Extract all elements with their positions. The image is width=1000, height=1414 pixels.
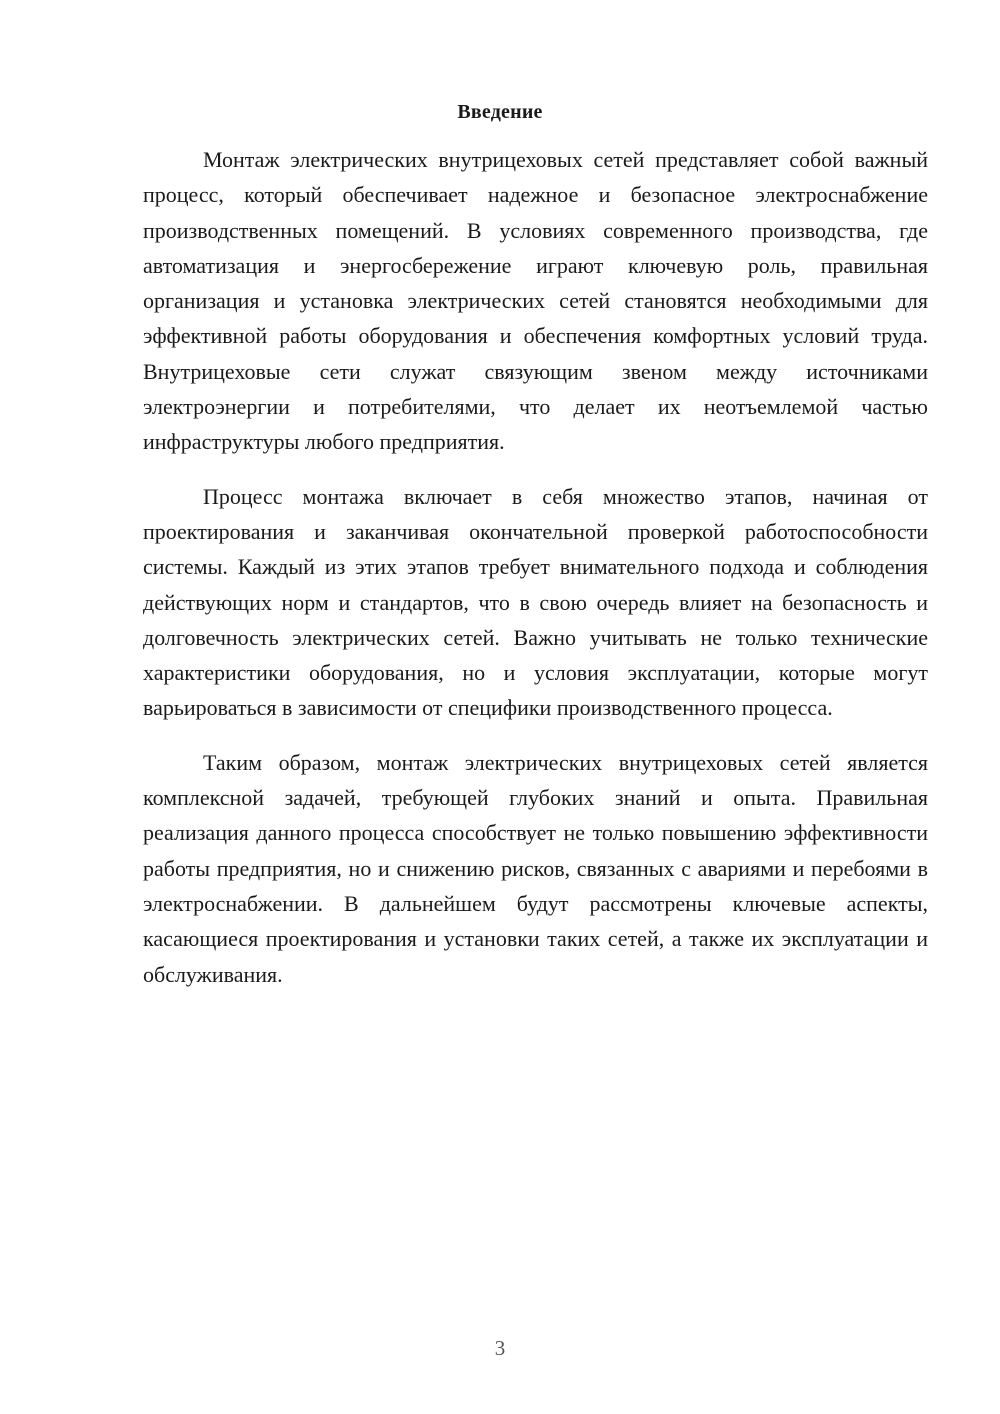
- body-text: [143, 142, 928, 1011]
- paragraph-3: Таким образом, монтаж электрических внутрицеховых сетей является комплексной задачей, требующей глубоких знаний и опыта. Правильная реализация данного процесса способствует не только повышению эффективности работы предприятия, но и снижению рисков, связанных с авариями и перебоями в электроснабжении. В дальнейшем будут рассмотрены ключевые аспекты, касающиеся проектирования и установки таких сетей, а также их эксплуатации и обслуживания.: [143, 749, 928, 987]
- paragraph-1: Монтаж электрических внутрицеховых сетей представляет собой важный процесс, который обеспечивает надежное и безопасное электроснабжение производственных помещений. В условиях современного производства, где автоматизация и энергосбережение играют ключевую роль, правильная организация и установка электрических сетей становятся необходимыми для эффективной работы оборудования и обеспечения комфортных условий труда. Внутрицеховые сети служат связующим звеном между источниками электроэнергии и потребителями, что делает их неотъемлемой частью инфраструктуры любого предприятия.: [143, 147, 928, 455]
- paragraph-2: Процесс монтажа включает в себя множество этапов, начиная от проектирования и заканчивая окончательной проверкой работоспособности системы. Каждый из этих этапов требует внимательного подхода и соблюдения действующих норм и стандартов, что в свою очередь влияет на безопасность и долговечность электрических сетей. Важно учитывать не только технические характеристики оборудования, но и условия эксплуатации, которые могут варьироваться в зависимости от специфики производственного процесса.: [143, 483, 928, 721]
- page-number: 3: [494, 1336, 506, 1360]
- section-heading: Введение: [457, 101, 543, 123]
